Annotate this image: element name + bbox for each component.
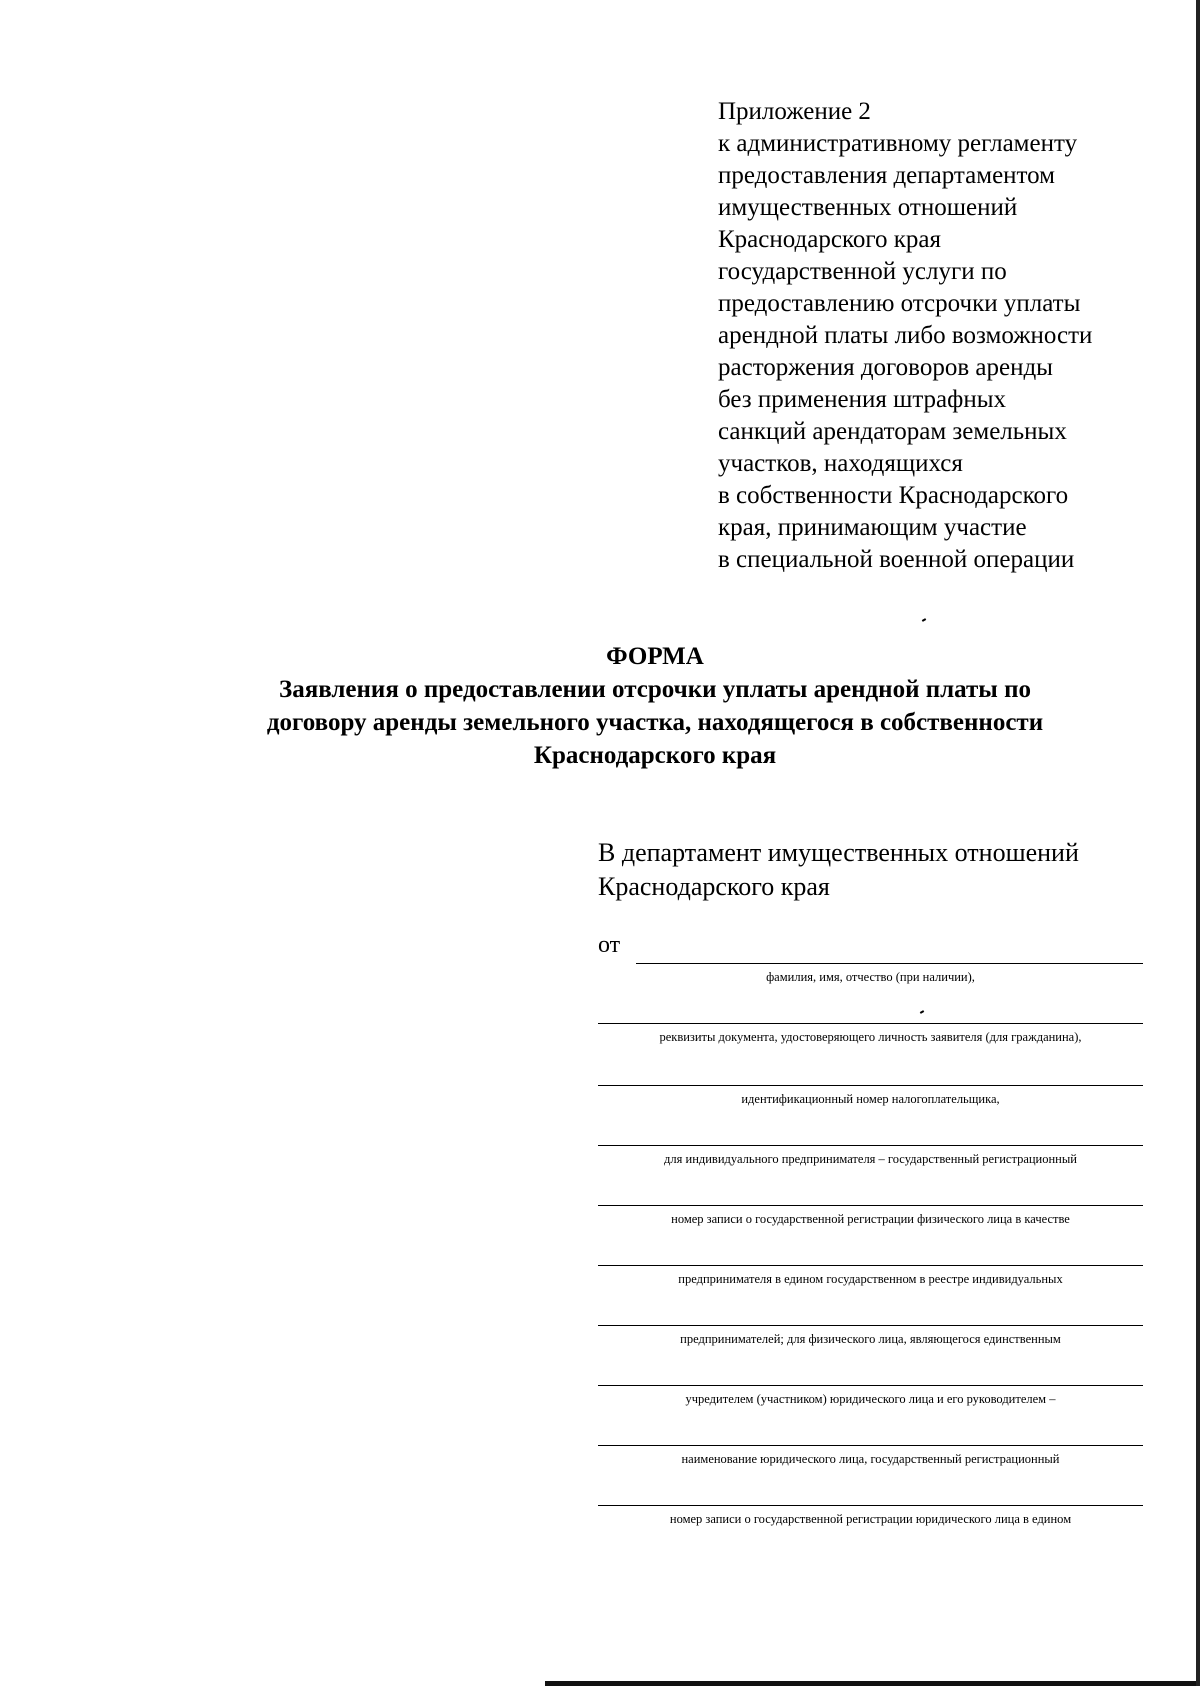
appendix-line: без применения штрафных [718,386,1007,413]
field-slot [598,1408,1143,1446]
field-hint: для индивидуального предпринимателя – государственный регистрационный [664,1152,1077,1166]
field-hint: предпринимателя в едином государственном в реестре индивидуальных [678,1272,1063,1286]
form-title [150,640,1160,772]
field-slot [598,986,1143,1024]
field-hint: номер записи о государственной регистрации юридического лица в едином [669,1512,1072,1526]
scan-right-edge [1196,0,1200,1686]
field-hint: реквизиты документа, удостоверяющего личность заявителя (для гражданина), [659,1030,1082,1044]
appendix-line: края, принимающим участие [718,514,1027,541]
field-hint: предпринимателей; для физического лица, являющегося единственным [680,1332,1061,1346]
appendix-line: участков, находящихся [718,450,963,477]
field-hint: номер записи о государственной регистрации физического лица в качестве [671,1212,1070,1226]
applicant-name-line[interactable] [636,963,1143,964]
appendix-line: государственной услуги по [718,258,1007,285]
addressee-line: В департамент имущественных отношений [598,838,1079,867]
appendix-line: предоставлению отсрочки уплаты [718,290,1081,317]
field-slot [598,1168,1143,1206]
from-row [598,932,1143,964]
form-heading: ФОРМА [606,643,704,670]
appendix-block [718,96,1188,576]
appendix-line: Приложение 2 [718,98,871,125]
appendix-line: расторжения договоров аренды [718,354,1053,381]
appendix-line: в собственности Краснодарского [718,482,1069,509]
form-title-line: договору аренды земельного участка, находящегося в собственности [266,709,1044,736]
scan-bottom-edge [545,1681,1200,1686]
appendix-line: арендной платы либо возможности [718,322,1093,349]
field-hint: учредителем (участником) юридического лица и его руководителем – [685,1392,1056,1406]
appendix-line: имущественных отношений [718,194,1018,221]
fill-line[interactable] [598,1325,1143,1326]
field-slot [598,1046,1143,1086]
fill-line[interactable] [598,1445,1143,1446]
fill-line[interactable] [598,1145,1143,1146]
addressee-line: Краснодарского края [598,872,830,901]
fill-line[interactable] [598,1265,1143,1266]
fill-line[interactable] [598,1505,1143,1506]
from-label: от [598,932,621,958]
field-slot [598,1228,1143,1266]
field-hint: фамилия, имя, отчество (при наличии), [766,970,975,984]
field-slot [598,1288,1143,1326]
addressee-block [598,836,1158,904]
form-title-line: Заявления о предоставлении отсрочки уплаты арендной платы по [279,676,1031,703]
scan-speck [922,618,926,622]
form-title-line: Краснодарского края [533,742,777,769]
appendix-line: Краснодарского края [718,226,941,253]
fill-line[interactable] [598,1085,1143,1086]
fill-line[interactable] [598,1023,1143,1024]
field-slot [598,1108,1143,1146]
appendix-line: к административному регламенту [718,130,1078,157]
appendix-line: предоставления департаментом [718,162,1055,189]
appendix-line: в специальной военной операции [718,546,1075,573]
field-hint: наименование юридического лица, государственный регистрационный [681,1452,1060,1466]
field-slot [598,1348,1143,1386]
applicant-fields [598,932,1143,1528]
field-hint: идентификационный номер налогоплательщика, [741,1092,1000,1106]
fill-line[interactable] [598,1385,1143,1386]
fill-line[interactable] [598,1205,1143,1206]
field-slot [598,1468,1143,1506]
appendix-line: санкций арендаторам земельных [718,418,1067,445]
